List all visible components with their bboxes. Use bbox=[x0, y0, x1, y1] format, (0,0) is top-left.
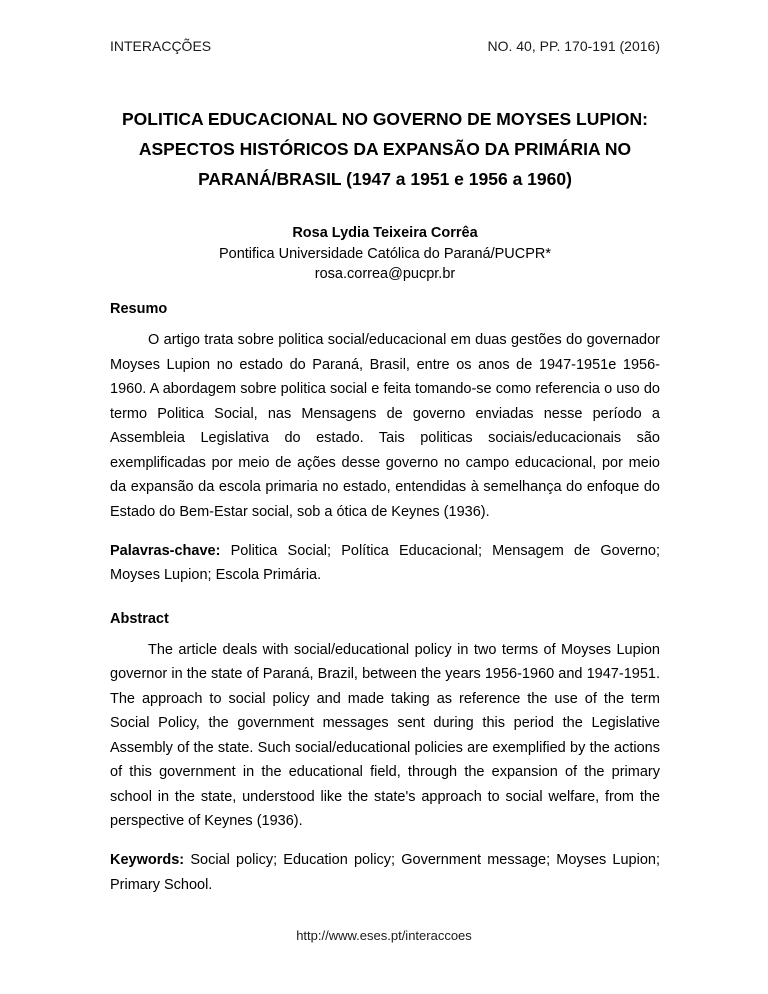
author-name: Rosa Lydia Teixeira Corrêa bbox=[292, 225, 478, 241]
author-block bbox=[110, 222, 660, 284]
resumo-paragraph: O artigo trata sobre politica social/educacional em duas gestões do governador Moyses Lupion no estado do Paraná, Brasil, entre os anos de 1947-1951e 1956-1960. A abordagem sobre politica social e feita tomando-se como referencia o uso do termo Politica Social, nas Mensagens de governo enviadas nesse período a Assembleia Legislativa do estado. Tais politicas sociais/educacionais são exemplificadas por meio de ações desse governo no campo educacional, por meio da expansão da escola primaria no estado, entendidas à semelhança do enfoque do Estado do Bem-Estar social, sob a ótica de Keynes (1936). bbox=[110, 332, 660, 520]
journal-header bbox=[110, 38, 660, 54]
author-affiliation: Pontifica Universidade Católica do Paraná/PUCPR* bbox=[218, 246, 552, 262]
issue-info: NO. 40, PP. 170-191 (2016) bbox=[487, 38, 660, 54]
palavras-chave-paragraph bbox=[110, 539, 660, 588]
resumo-heading: Resumo bbox=[110, 301, 168, 317]
author-email: rosa.correa@pucpr.br bbox=[314, 266, 456, 282]
palavras-chave-text: Politica Social; Política Educacional; Mensagem de Governo; Moyses Lupion; Escola Primária. bbox=[110, 542, 660, 583]
journal-name: INTERACÇÕES bbox=[110, 38, 212, 54]
paper-title: POLITICA EDUCACIONAL NO GOVERNO DE MOYSES LUPION: ASPECTOS HISTÓRICOS DA EXPANSÃO DA PRIMÁRIA NO PARANÁ/BRASIL (1947 a 1951 e 1956 a 1960) bbox=[121, 109, 648, 189]
palavras-chave-label: Palavras-chave: bbox=[110, 542, 221, 559]
abstract-heading: Abstract bbox=[110, 610, 169, 627]
footer-url: http://www.eses.pt/interaccoes bbox=[296, 928, 472, 943]
keywords-label: Keywords: bbox=[110, 852, 185, 868]
keywords-paragraph bbox=[110, 848, 660, 897]
keywords-text: Social policy; Education policy; Government message; Moyses Lupion; Primary School. bbox=[110, 852, 660, 893]
abstract-paragraph: The article deals with social/educational policy in two terms of Moyses Lupion governor in the state of Paraná, Brazil, between the years 1956-1960 and 1947-1951. The approach to social policy and made taking as reference the use of the term Social Policy, the government messages sent during this period the Legislative Assembly of the state. Such social/educational policies are exemplified by the actions of this government in the educational field, through the expansion of the primary school in the state, understood like the state's approach to social welfare, from the perspective of Keynes (1936). bbox=[110, 641, 660, 829]
